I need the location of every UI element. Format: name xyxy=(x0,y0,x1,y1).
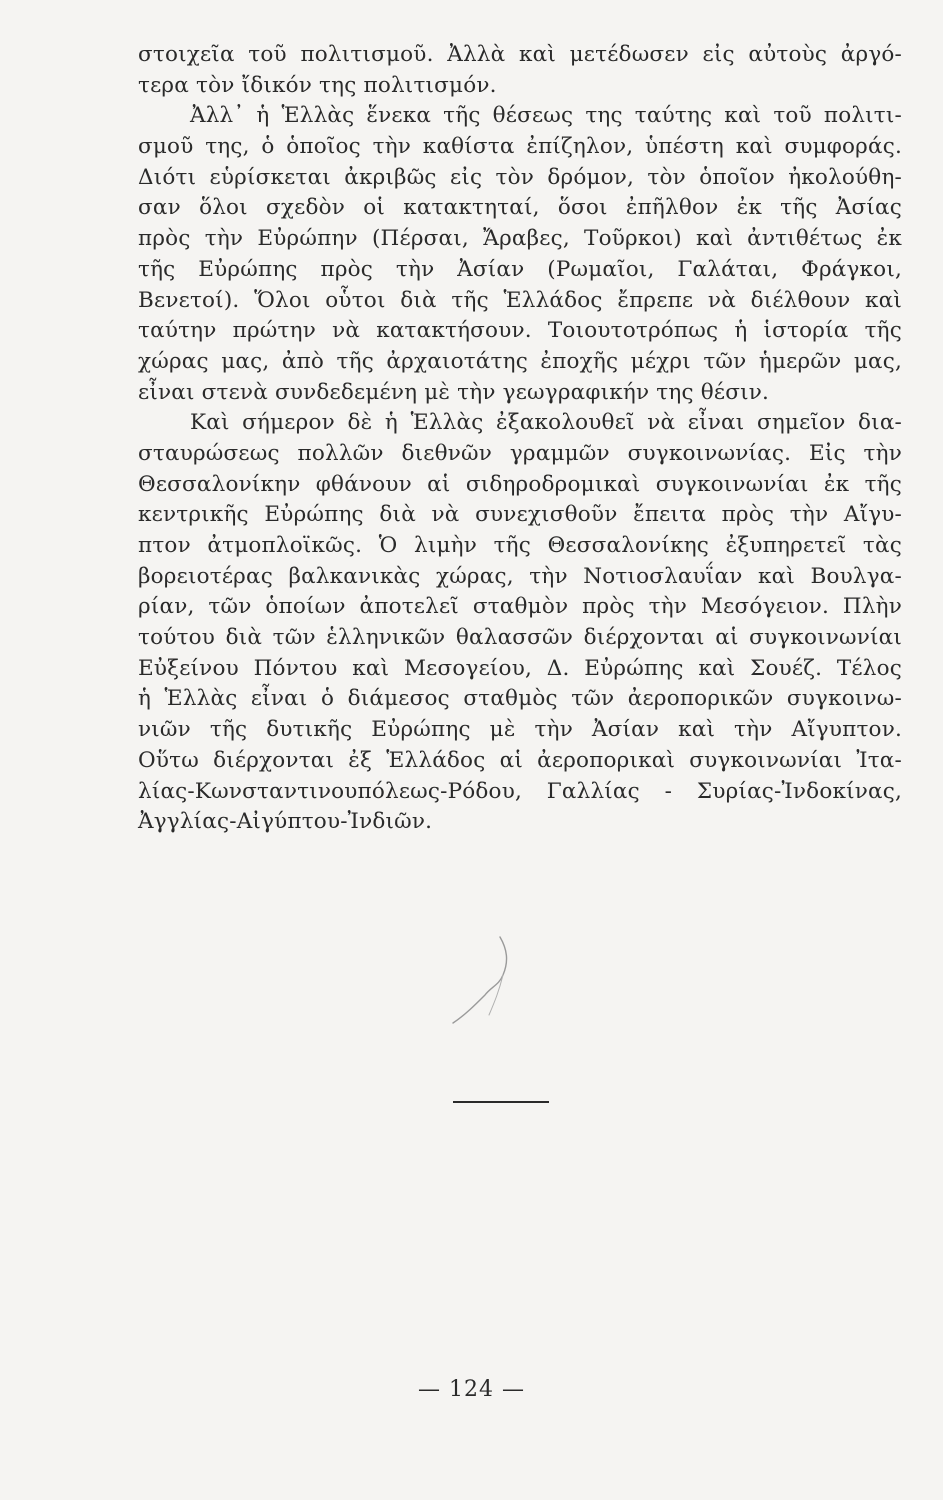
text-line: λίας-Κωνσταντινουπόλεως-Ρόδου, Γαλλίας - Συρίας-Ἰνδοκίνας, xyxy=(138,778,902,804)
text-line: τούτου διὰ τῶν ἑλληνικῶν θαλασσῶν διέρχονται αἱ συγκοινωνίαι xyxy=(138,625,902,651)
text-line: νιῶν τῆς δυτικῆς Εὐρώπης μὲ τὴν Ἀσίαν καὶ τὴν Αἴγυπτον. xyxy=(138,717,902,743)
text-line: σαν ὅλοι σχεδὸν οἱ κατακτηταί, ὅσοι ἐπῆλθον ἐκ τῆς Ἀσίας xyxy=(138,195,902,221)
text-line: χώρας μας, ἀπὸ τῆς ἀρχαιοτάτης ἐποχῆς μέχρι τῶν ἡμερῶν μας, xyxy=(138,348,902,374)
text-line: Θεσσαλονίκην φθάνουν αἱ σιδηροδρομικαὶ συγκοινωνίαι ἐκ τῆς xyxy=(138,471,902,497)
text-line: κεντρικῆς Εὐρώπης διὰ νὰ συνεχισθοῦν ἔπειτα πρὸς τὴν Αἴγυ- xyxy=(138,502,902,528)
text-line: εἶναι στενὰ συνδεδεμένη μὲ τὴν γεωγραφικήν της θέσιν. xyxy=(138,379,770,405)
page-number: — 124 — xyxy=(418,1377,525,1402)
text-line: σμοῦ της, ὁ ὁποῖος τὴν καθίστα ἐπίζηλον, ὑπέστη καὶ συμφοράς. xyxy=(138,134,902,160)
text-line: ταύτην πρώτην νὰ κατακτήσουν. Τοιουτοτρόπως ἡ ἱστορία τῆς xyxy=(138,318,902,344)
text-line: τῆς Εὐρώπης πρὸς τὴν Ἀσίαν (Ρωμαῖοι, Γαλάται, Φράγκοι, xyxy=(138,256,902,282)
text-line: Βενετοί). Ὅλοι οὗτοι διὰ τῆς Ἑλλάδος ἔπρεπε νὰ διέλθουν καὶ xyxy=(138,287,902,313)
text-line: Οὕτω διέρχονται ἐξ Ἑλλάδος αἱ ἀεροπορικαὶ συγκοινωνίαι Ἰτα- xyxy=(138,747,902,773)
text-line: πτον ἀτμοπλοϊκῶς. Ὁ λιμὴν τῆς Θεσσαλονίκης ἐξυπηρετεῖ τὰς xyxy=(138,533,902,558)
text-line: στοιχεῖα τοῦ πολιτισμοῦ. Ἀλλὰ καὶ μετέδωσεν εἰς αὐτοὺς ἀργό- xyxy=(138,42,902,67)
body-text xyxy=(138,40,902,838)
text-line: Ἀλλ᾿ ἡ Ἑλλὰς ἕνεκα τῆς θέσεως της ταύτης καὶ τοῦ πολιτι- xyxy=(190,103,902,129)
text-line: Εὐξείνου Πόντου καὶ Μεσογείου, Δ. Εὐρώπης καὶ Σουέζ. Τέλος xyxy=(138,655,902,681)
text-line: ἡ Ἑλλὰς εἶναι ὁ διάμεσος σταθμὸς τῶν ἀεροπορικῶν συγκοινω- xyxy=(138,686,902,712)
pen-mark-squiggle xyxy=(445,935,535,1025)
text-line: Καὶ σήμερον δὲ ἡ Ἑλλὰς ἐξακολουθεῖ νὰ εἶναι σημεῖον δια- xyxy=(190,410,902,436)
text-line: σταυρώσεως πολλῶν διεθνῶν γραμμῶν συγκοινωνίας. Εἰς τὴν xyxy=(138,440,902,466)
text-line: Διότι εὑρίσκεται ἀκριβῶς εἰς τὸν δρόμον, τὸν ὁποῖον ἠκολούθη- xyxy=(138,164,902,190)
text-line: βορειοτέρας βαλκανικὰς χώρας, τὴν Νοτιοσλαυΐαν καὶ Βουλγα- xyxy=(138,563,902,589)
text-line: τερα τὸν ἴδικόν της πολιτισμόν. xyxy=(138,72,497,98)
text-line: πρὸς τὴν Εὐρώπην (Πέρσαι, Ἄραβες, Τοῦρκοι) καὶ ἀντιθέτως ἐκ xyxy=(138,226,902,252)
section-divider xyxy=(453,1101,549,1103)
text-line: ρίαν, τῶν ὁποίων ἀποτελεῖ σταθμὸν πρὸς τὴν Μεσόγειον. Πλὴν xyxy=(138,594,902,620)
text-line: Ἀγγλίας-Αἰγύπτου-Ἰνδιῶν. xyxy=(138,809,433,835)
